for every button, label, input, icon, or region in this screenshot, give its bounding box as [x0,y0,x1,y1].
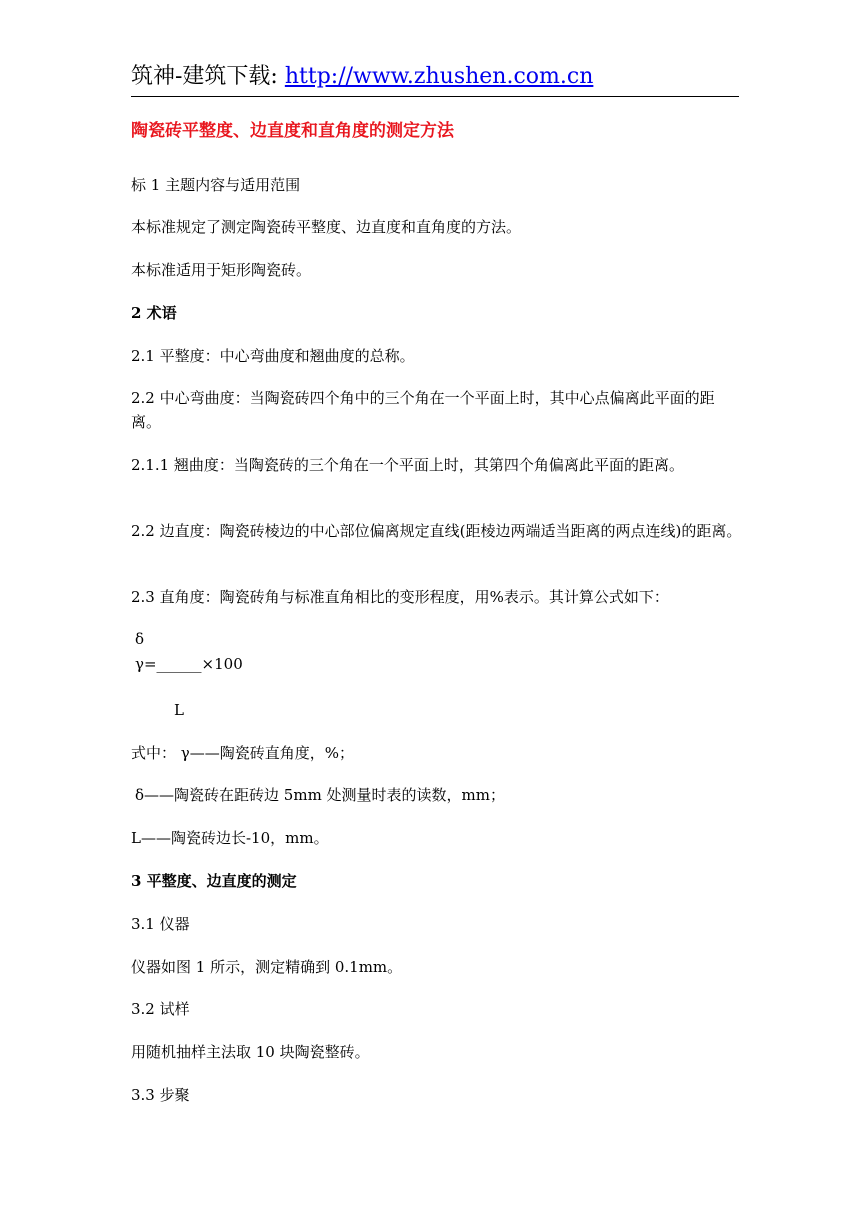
paragraph: 2.1.1 翘曲度：当陶瓷砖的三个角在一个平面上时，其第四个角偏离此平面的距离。 [131,456,684,474]
paragraph: 2.1 平整度：中心弯曲度和翘曲度的总称。 [131,347,415,365]
section-heading: 标 1 主题内容与适用范围 [131,176,301,194]
document-title: 陶瓷砖平整度、边直度和直角度的测定方法 [131,121,454,141]
section-heading: 2 术语 [131,304,177,322]
paragraph: δ——陶瓷砖在距砖边 5mm 处测量时表的读数，mm； [135,786,506,804]
paragraph: 本标准适用于矩形陶瓷砖。 [131,261,312,279]
site-url-link[interactable]: http://www.zhushen.com.cn [284,64,594,89]
paragraph: L——陶瓷砖边长-10，mm。 [131,829,329,847]
formula-denominator: L [174,701,184,719]
paragraph: 用随机抽样主法取 10 块陶瓷整砖。 [131,1043,370,1061]
page-header [131,62,739,97]
paragraph: 本标准规定了测定陶瓷砖平整度、边直度和直角度的方法。 [131,218,522,236]
paragraph: 仪器如图 1 所示，测定精确到 0.1mm。 [131,958,403,976]
subsection-heading: 3.1 仪器 [131,915,190,933]
formula-numerator: δ [135,630,145,648]
site-name: 筑神-建筑下载: [131,64,285,89]
subsection-heading: 3.3 步聚 [131,1086,190,1104]
subsection-heading: 3.2 试样 [131,1000,190,1018]
paragraph: 2.2 中心弯曲度：当陶瓷砖四个角中的三个角在一个平面上时，其中心点偏离此平面的距离。 [131,389,715,431]
paragraph: 2.3 直角度：陶瓷砖角与标准直角相比的变形程度，用%表示。其计算公式如下： [131,588,669,606]
section-heading: 3 平整度、边直度的测定 [131,872,297,890]
paragraph: 2.2 边直度：陶瓷砖棱边的中心部位偏离规定直线(距棱边两端适当距离的两点连线)的距离。 [131,522,742,540]
formula-line: γ=______×100 [135,655,243,673]
paragraph: 式中： γ——陶瓷砖直角度，%； [131,744,354,762]
